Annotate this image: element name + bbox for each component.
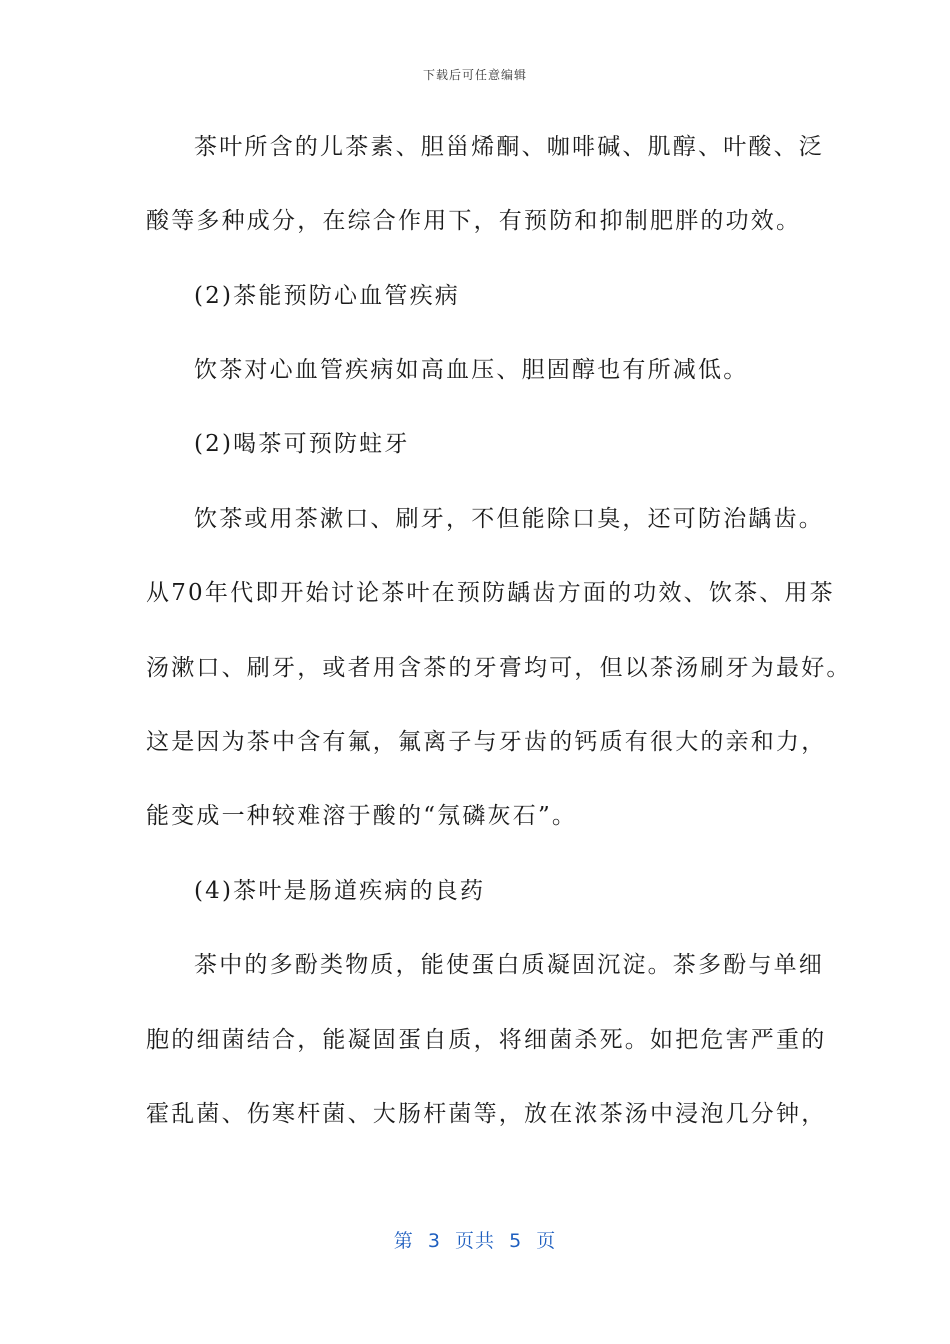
page-header: 下载后可任意编辑 xyxy=(422,68,527,82)
paragraph-line: 霍乱菌、伤寒杆菌、大肠杆菌等，放在浓茶汤中浸泡几分钟， xyxy=(146,1101,827,1127)
paragraph-line: 茶叶所含的儿茶素、胆甾烯酮、咖啡碱、肌醇、叶酸、泛 xyxy=(194,134,824,160)
paragraph-line: 饮茶对心血管疾病如高血压、胆固醇也有所减低。 xyxy=(194,357,749,383)
section-heading: (2)喝茶可预防蛀牙 xyxy=(194,431,410,457)
section-heading: (4)茶叶是肠道疾病的良药 xyxy=(194,878,486,904)
section-heading: (2)茶能预防心血管疾病 xyxy=(194,283,460,309)
paragraph-line: 从70年代即开始讨论茶叶在预防龋齿方面的功效、饮茶、用茶 xyxy=(146,580,835,606)
page-number-footer: 第 3 页共 5 页 xyxy=(393,1230,557,1252)
paragraph-line: 胞的细菌结合，能凝固蛋自质，将细菌杀死。如把危害严重的 xyxy=(146,1027,827,1053)
paragraph-line: 汤漱口、刷牙，或者用含茶的牙膏均可，但以茶汤刷牙为最好。 xyxy=(146,655,852,681)
paragraph-line: 茶中的多酚类物质，能使蛋白质凝固沉淀。茶多酚与单细 xyxy=(194,952,824,978)
paragraph-line: 酸等多种成分，在综合作用下，有预防和抑制肥胖的功效。 xyxy=(146,208,802,234)
paragraph-line: 能变成一种较难溶于酸的“氖磷灰石”。 xyxy=(146,803,578,829)
paragraph-line: 这是因为茶中含有氟，氟离子与牙齿的钙质有很大的亲和力， xyxy=(146,729,827,755)
paragraph-line: 饮茶或用茶漱口、刷牙，不但能除口臭，还可防治龋齿。 xyxy=(194,506,824,532)
